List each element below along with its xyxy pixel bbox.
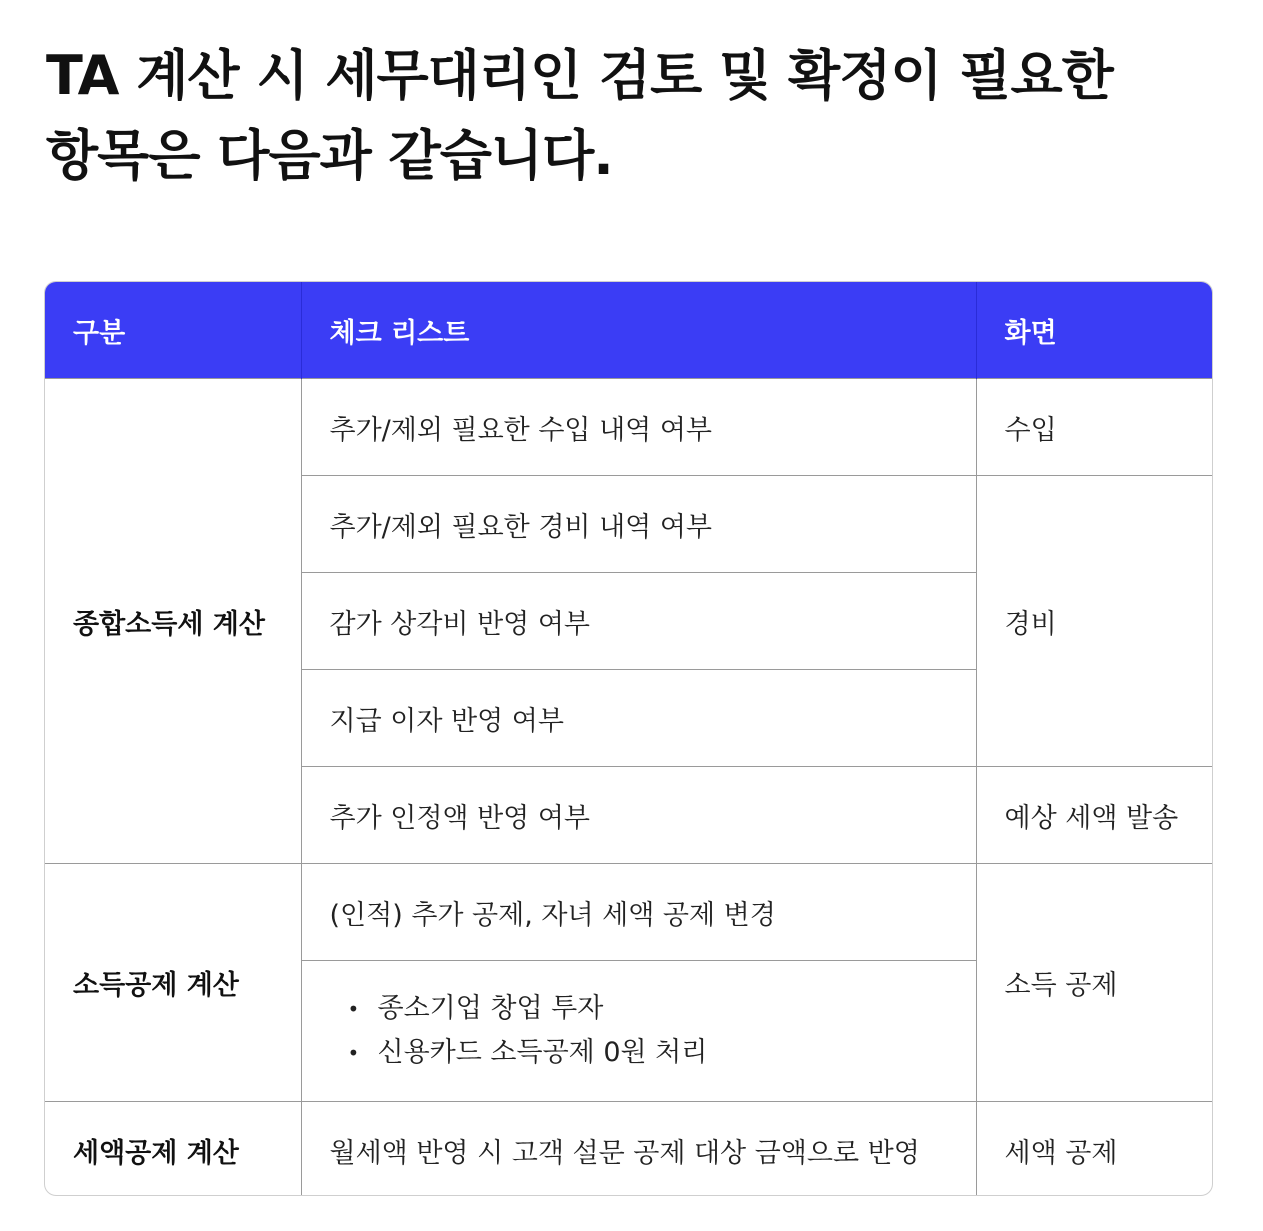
checklist-item: 추가 인정액 반영 여부	[301, 767, 976, 864]
table-header	[45, 282, 1213, 379]
bullet-list	[330, 987, 976, 1075]
screen-income: 수입	[976, 379, 1213, 476]
bullet-item: • 종소기업 창업 투자	[348, 987, 976, 1031]
screen-tax-credit: 세액 공제	[976, 1102, 1213, 1197]
header-row	[45, 282, 1213, 379]
screen-income-deduction: 소득 공제	[976, 864, 1213, 1102]
checklist-item: (인적) 추가 공제, 자녀 세액 공제 변경	[301, 864, 976, 961]
header-category: 구분	[45, 282, 301, 379]
table-row	[45, 379, 1213, 476]
screen-expense: 경비	[976, 476, 1213, 767]
checklist-item: 지급 이자 반영 여부	[301, 670, 976, 767]
checklist-item: 감가 상각비 반영 여부	[301, 573, 976, 670]
table-row	[45, 1102, 1213, 1197]
heading-line-2: 항목은 다음과 같습니다.	[46, 124, 613, 187]
checklist-bullet-cell	[301, 961, 976, 1102]
screen-estimated-tax-send: 예상 세액 발송	[976, 767, 1213, 864]
header-screen: 화면	[976, 282, 1213, 379]
category-income-tax: 종합소득세 계산	[45, 379, 301, 864]
bullet-item: • 신용카드 소득공제 0원 처리	[348, 1031, 976, 1075]
category-tax-credit: 세액공제 계산	[45, 1102, 301, 1197]
header-checklist: 체크 리스트	[301, 282, 976, 379]
category-income-deduction: 소득공제 계산	[45, 864, 301, 1102]
checklist-table-container	[44, 281, 1213, 1196]
checklist-item: 추가/제외 필요한 수입 내역 여부	[301, 379, 976, 476]
checklist-table	[45, 282, 1213, 1196]
table-body	[45, 379, 1213, 1197]
checklist-item: 추가/제외 필요한 경비 내역 여부	[301, 476, 976, 573]
heading-line-1: TA 계산 시 세무대리인 검토 및 확정이 필요한	[46, 44, 1113, 107]
page-heading	[46, 36, 1226, 196]
table-row	[45, 864, 1213, 961]
checklist-item: 월세액 반영 시 고객 설문 공제 대상 금액으로 반영	[301, 1102, 976, 1197]
